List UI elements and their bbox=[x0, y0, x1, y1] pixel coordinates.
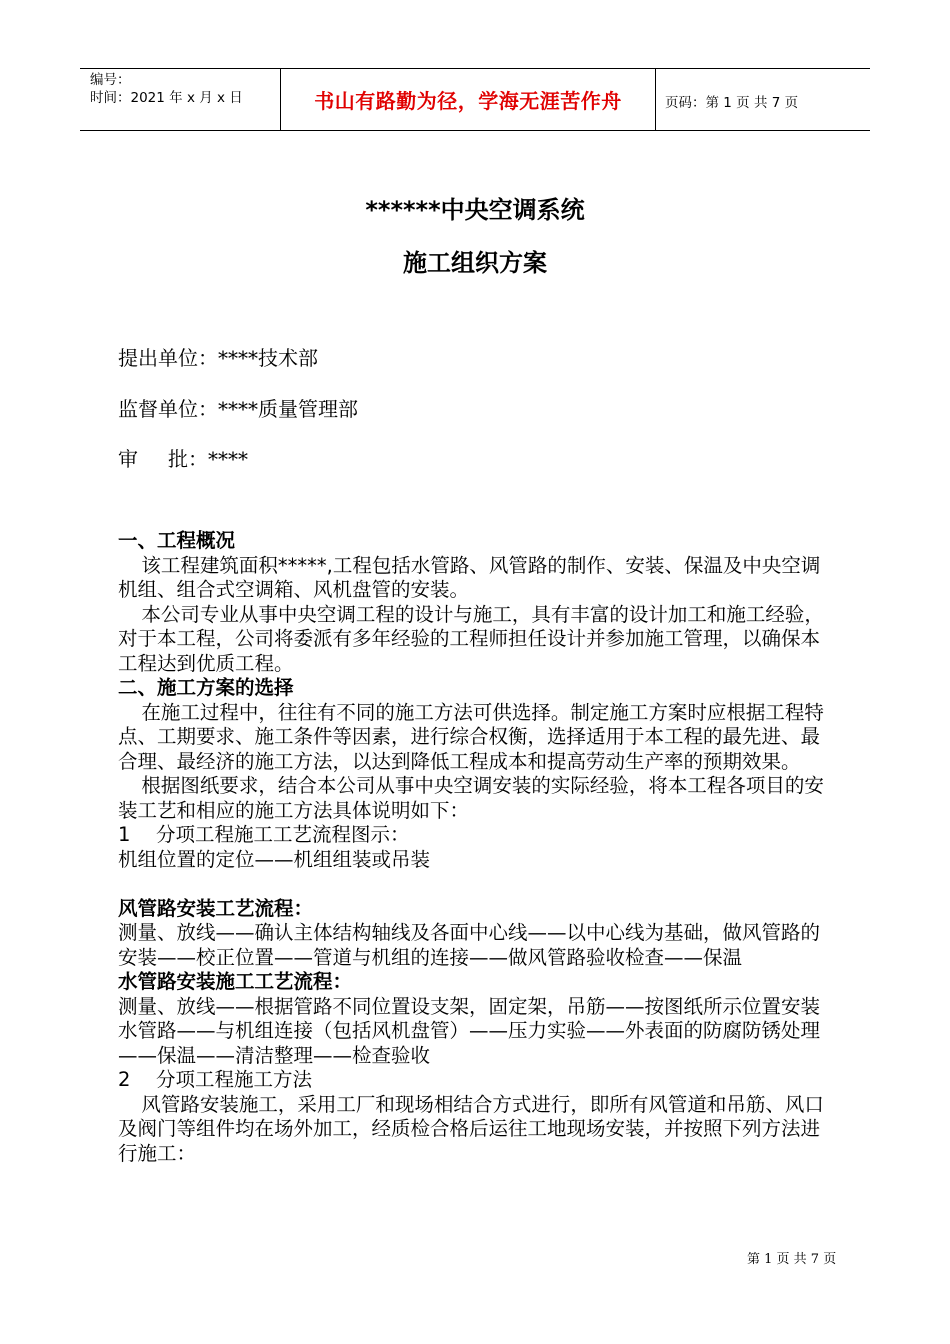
document-title: ******中央空调系统 bbox=[365, 196, 585, 224]
flow-text: 机组位置的定位——机组组装或吊装 bbox=[118, 847, 431, 871]
flow-text: 测量、放线——根据管路不同位置设支架，固定架，吊筋——按图纸所示位置安装水管路——与机组连接（包括风机盘管）——压力实验——外表面的防腐防锈处理——保温——清洁整理——检查验收 bbox=[118, 994, 821, 1067]
flow-heading: 风管路安装工艺流程： bbox=[118, 896, 314, 920]
date-label: 时间：2021 年 x 月 x 日 bbox=[90, 90, 243, 106]
document-subtitle: 施工组织方案 bbox=[403, 249, 547, 277]
proposer-line: 提出单位：****技术部 bbox=[118, 346, 318, 370]
number-label: 编号： bbox=[90, 72, 131, 88]
paragraph: 该工程建筑面积*****,工程包括水管路、风管路的制作、安装、保温及中央空调机组、组合式空调箱、风机盘管的安装。 bbox=[118, 553, 821, 601]
header-right-cell bbox=[655, 69, 870, 130]
approval-line bbox=[118, 443, 248, 472]
paragraph: 风管路安装施工，采用工厂和现场相结合方式进行，即所有风管道和吊筋、风口及阀门等组件均在场外加工，经质检合格后运往工地现场安装，并按照下列方法进行施工： bbox=[118, 1092, 824, 1165]
document-body bbox=[118, 529, 838, 1166]
page-footer: 第 1 页 共 7 页 bbox=[747, 1252, 837, 1267]
paragraph: 根据图纸要求，结合本公司从事中央空调安装的实际经验，将本工程各项目的安装工艺和相应的施工方法具体说明如下： bbox=[118, 774, 824, 822]
page-label: 页码：第 1 页 共 7 页 bbox=[665, 95, 799, 111]
paragraph: 本公司专业从事中央空调工程的设计与施工，具有丰富的设计加工和施工经验，对于本工程，公司将委派有多年经验的工程师担任设计并参加施工管理，以确保本工程达到优质工程。 bbox=[118, 602, 824, 675]
list-text: 分项工程施工方法 bbox=[156, 1068, 313, 1091]
header-left-cell bbox=[80, 69, 280, 130]
flow-heading: 水管路安装施工工艺流程： bbox=[118, 970, 353, 993]
supervisor-line: 监督单位：****质量管理部 bbox=[118, 397, 358, 421]
header-motto: 书山有路勤为径，学海无涯苦作舟 bbox=[280, 69, 656, 130]
list-item bbox=[118, 823, 838, 848]
list-number: 1 bbox=[118, 823, 131, 846]
flow-text: 测量、放线——确认主体结构轴线及各面中心线——以中心线为基础，做风管路的安装——校正位置——管道与机组的连接——做风管路验收检查——保温 bbox=[118, 921, 821, 969]
list-text: 分项工程施工工艺流程图示： bbox=[156, 823, 410, 846]
list-number: 2 bbox=[118, 1068, 131, 1091]
paragraph: 在施工过程中，往往有不同的施工方法可供选择。制定施工方案时应根据工程特点、工期要求、施工条件等因素，进行综合权衡，选择适用于本工程的最先进、最合理、最经济的施工方法，以达到降低工程成本和提高劳动生产率的预期效果。 bbox=[118, 700, 824, 773]
section-heading: 二、施工方案的选择 bbox=[118, 676, 294, 699]
header-table bbox=[80, 68, 870, 131]
approval-value: 批：**** bbox=[168, 447, 248, 471]
list-item bbox=[118, 1068, 838, 1093]
approval-label: 审 bbox=[118, 447, 138, 471]
section-heading: 一、工程概况 bbox=[118, 529, 236, 552]
